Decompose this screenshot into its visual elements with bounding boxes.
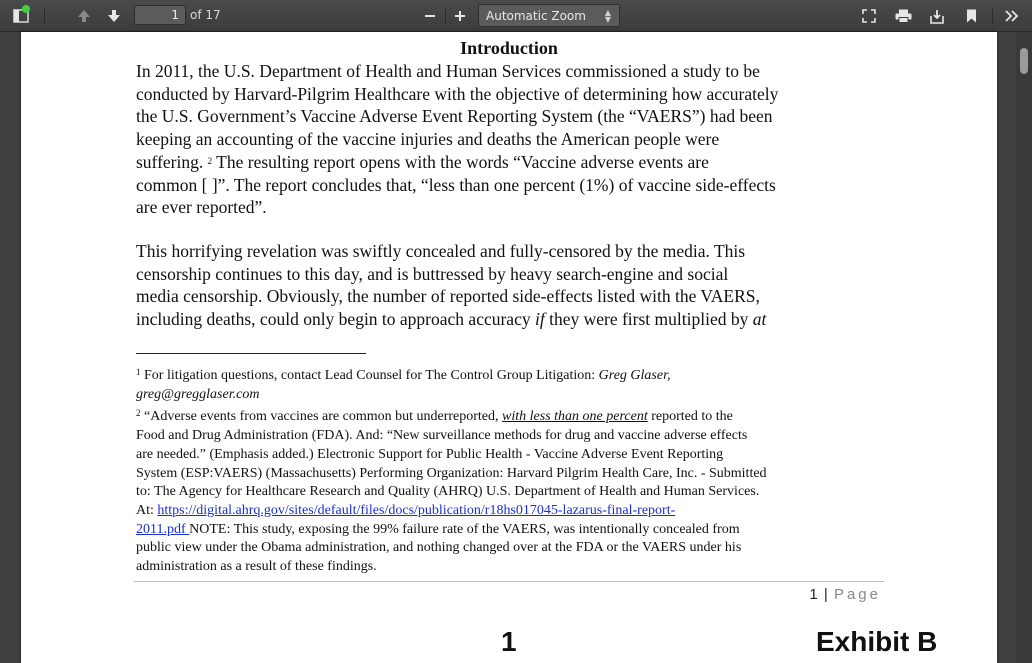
footnote-line — [136, 502, 896, 521]
text-line: keeping an accounting of the vaccine injuries and deaths the American people were — [136, 128, 720, 149]
zoom-select-value: Automatic Zoom — [486, 8, 586, 23]
section-title: Introduction — [460, 38, 558, 58]
exhibit-label: Exhibit B — [816, 626, 938, 657]
next-page-icon[interactable] — [102, 0, 126, 32]
page-footer-word: Page — [833, 586, 881, 603]
footnote-line — [136, 521, 896, 540]
footnote-line: to: The Agency for Healthcare Research and Quality (AHRQ) U.S. Department of Health and Human Services. — [136, 484, 760, 500]
document-viewer[interactable] — [0, 32, 1032, 663]
presentation-mode-icon[interactable] — [858, 0, 880, 32]
zoom-out-icon[interactable] — [420, 0, 440, 32]
footer-divider — [134, 581, 884, 582]
bookmark-icon[interactable] — [960, 0, 982, 32]
vertical-scrollbar[interactable] — [1016, 32, 1032, 663]
download-icon[interactable] — [926, 0, 948, 32]
page-footer — [781, 586, 881, 603]
select-arrows-icon: ▲ ▼ — [604, 8, 611, 24]
report-link-continued[interactable]: 2011.pdf — [136, 521, 190, 537]
text-line: the U.S. Government’s Vaccine Adverse Event Reporting System (the “VAERS”) had been — [136, 106, 773, 126]
underlined-text: with less than one percent — [502, 409, 648, 425]
text-run: they were first multiplied by — [544, 308, 753, 329]
toolbar-divider — [445, 8, 446, 24]
text-line: This horrifying revelation was swiftly concealed and fully-censored by the media. This — [136, 241, 746, 261]
text-run: reported to the — [647, 409, 733, 425]
footnote-line: Food and Drug Administration (FDA). And: “New surveillance methods for drug and vaccine adverse effects — [136, 428, 748, 444]
text-run: At: — [136, 502, 158, 518]
contact-email: greg@gregglaser.com — [136, 386, 260, 402]
footnote-number: 1 — [136, 367, 141, 377]
footnote-line: public view under the Obama administration, and nothing changed over at the FDA or the VAERS under his — [136, 540, 742, 556]
text-line: common [ ]”. The report concludes that, “less than one percent (1%) of vaccine side-effects — [136, 174, 776, 195]
paragraph-1 — [136, 60, 896, 219]
tools-icon[interactable] — [1000, 0, 1024, 32]
footnote-reference: 2 — [207, 156, 213, 166]
text-run: “Adverse events from vaccines are common but underreported, — [140, 409, 503, 425]
text-line: conducted by Harvard-Pilgrim Healthcare with the objective of determining how accurately — [136, 83, 779, 104]
toolbar-divider — [992, 8, 993, 24]
text-run: including deaths, could only begin to approach accuracy — [136, 308, 535, 329]
print-icon[interactable] — [891, 0, 915, 32]
paragraph-2 — [136, 240, 896, 330]
footnote-number: 2 — [136, 408, 141, 419]
footnotes — [136, 363, 896, 577]
footnote-line: administration as a result of these findings. — [136, 559, 377, 575]
footnote-line — [136, 404, 896, 427]
report-link[interactable]: https://digital.ahrq.gov/sites/default/files/docs/publication/r18hs017045-lazarus-final-report- — [157, 502, 676, 518]
pdf-toolbar — [0, 0, 1032, 32]
emphasis-text: at — [752, 308, 767, 329]
text-run: For litigation questions, contact Lead Counsel for The Control Group Litigation: — [140, 368, 599, 383]
text-run: The resulting report opens with the words “Vaccine adverse events are — [212, 152, 709, 172]
page-count-label: of 17 — [190, 8, 221, 22]
pdf-page — [21, 32, 997, 663]
text-run: NOTE: This study, exposing the 99% failure rate of the VAERS, was intentionally concealed from — [189, 521, 740, 537]
status-dot-icon — [22, 5, 30, 13]
footnote-separator — [136, 353, 366, 354]
emphasis-text: if — [534, 308, 545, 329]
sidebar-toggle-icon[interactable] — [8, 0, 34, 32]
stamp-page-number: 1 — [501, 626, 517, 657]
footnote-line — [136, 363, 896, 386]
text-line: are ever reported”. — [136, 197, 267, 217]
page-footer-number: 1 — [809, 586, 819, 603]
toolbar-divider — [44, 8, 45, 24]
scrollbar-thumb[interactable] — [1020, 48, 1028, 74]
page-footer-separator: | — [818, 586, 834, 603]
zoom-in-icon[interactable] — [450, 0, 470, 32]
text-line: In 2011, the U.S. Department of Health and Human Services commissioned a study to be — [136, 61, 760, 81]
footnote-line: System (ESP:VAERS) (Massachusetts) Performing Organization: Harvard Pilgrim Health Care, Inc. - Submitted — [136, 465, 767, 481]
previous-page-icon[interactable] — [72, 0, 96, 32]
footnote-line: are needed.” (Emphasis added.) Electronic Support for Public Health - Vaccine Adverse Event Reporting — [136, 446, 724, 462]
page-number-input[interactable] — [134, 5, 186, 25]
emphasis-text: Greg Glaser, — [598, 368, 671, 383]
footnote-line — [136, 386, 896, 405]
text-line: media censorship. Obviously, the number of reported side-effects listed with the VAERS, — [136, 286, 760, 306]
text-line: censorship continues to this day, and is buttressed by heavy search-engine and social — [136, 263, 729, 284]
zoom-select[interactable] — [478, 4, 620, 27]
text-run: suffering. — [136, 152, 204, 172]
text-line — [136, 150, 896, 174]
text-line — [136, 308, 896, 331]
